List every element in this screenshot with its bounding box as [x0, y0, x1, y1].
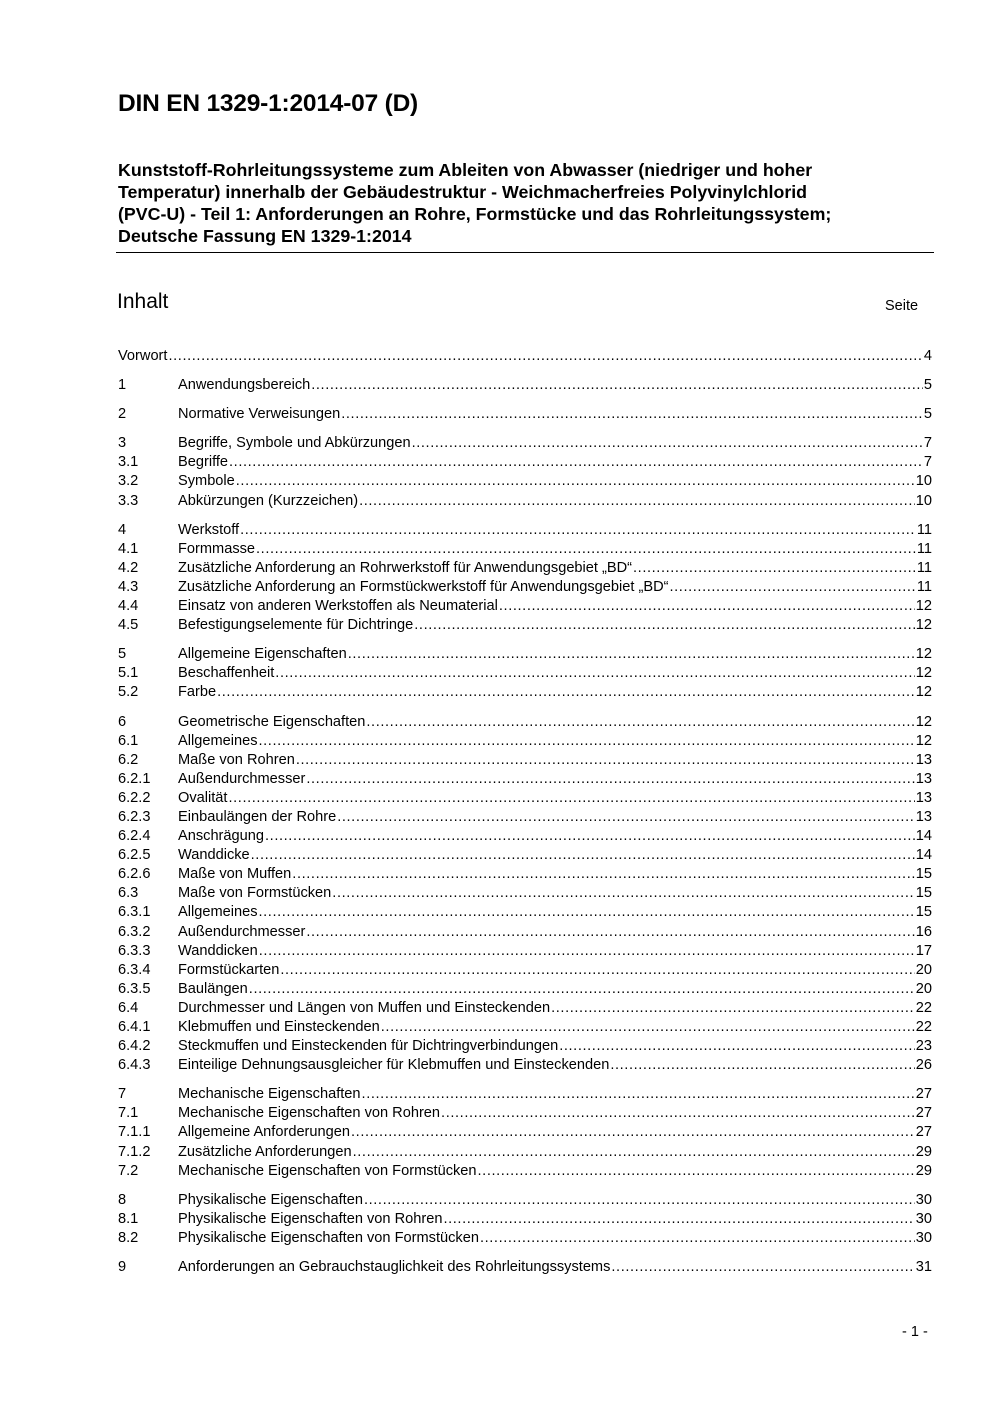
toc-entry-page[interactable]: 13	[915, 808, 932, 825]
toc-entry-number: 6.2.4	[118, 828, 151, 845]
toc-dot-leader	[366, 713, 914, 732]
toc-entry-title[interactable]: Anforderungen an Gebrauchstauglichkeit des Rohrleitungssystems	[178, 1259, 611, 1276]
toc-entry[interactable]	[118, 1123, 932, 1142]
toc-entry[interactable]	[118, 1258, 932, 1277]
toc-dot-leader	[217, 683, 915, 702]
toc-entry-number: 2	[118, 406, 127, 423]
toc-entry-number: 6.1	[118, 732, 139, 749]
toc-dot-leader	[480, 1229, 915, 1248]
toc-entry-number: 4.4	[118, 598, 139, 615]
toc-entry[interactable]	[118, 521, 932, 540]
toc-entry-title[interactable]: Werkstoff	[178, 521, 240, 538]
toc-entry-page[interactable]: 12	[915, 732, 932, 749]
toc-entry-number: 4.5	[118, 617, 139, 634]
toc-entry-page[interactable]: 11	[916, 540, 932, 557]
toc-entry-title[interactable]: Symbole	[178, 473, 235, 490]
toc-entry[interactable]	[118, 980, 932, 999]
toc-dot-leader	[332, 884, 914, 903]
toc-entry[interactable]	[118, 923, 932, 942]
toc-entry-page[interactable]: 13	[915, 770, 932, 787]
toc-entry[interactable]	[118, 808, 932, 827]
toc-entry[interactable]	[118, 1018, 932, 1037]
subtitle-line: Temperatur) innerhalb der Gebäudestruktur - Weichmacherfreies Polyvinylchlorid	[118, 182, 808, 202]
toc-entry-page[interactable]: 30	[915, 1210, 932, 1227]
toc-entry[interactable]	[118, 961, 932, 980]
toc-entry-number: 8.1	[118, 1210, 139, 1227]
toc-dot-leader	[251, 846, 915, 865]
toc-entry-title[interactable]: Zusätzliche Anforderung an Formstückwerkstoff für Anwendungsgebiet „BD“	[178, 578, 669, 595]
toc-dot-leader	[168, 347, 922, 366]
toc-entry-page[interactable]: 14	[915, 847, 932, 864]
toc-entry-number: 4	[118, 521, 127, 538]
page-number: - 1 -	[902, 1324, 928, 1340]
toc-dot-leader	[296, 751, 915, 770]
toc-entry-title[interactable]: Einsatz von anderen Werkstoffen als Neumaterial	[178, 598, 498, 615]
toc-entry-title[interactable]: Anschrägung	[178, 828, 265, 845]
toc-entry[interactable]	[118, 865, 932, 884]
toc-entry[interactable]	[118, 540, 932, 559]
toc-entry-page[interactable]: 11	[916, 559, 932, 576]
toc-entry-number: 6.3.4	[118, 961, 151, 978]
toc-entry-page[interactable]: 10	[915, 492, 932, 509]
toc-dot-leader	[499, 597, 915, 616]
toc-entry-page[interactable]: 26	[915, 1057, 932, 1074]
toc-entry-title[interactable]: Begriffe	[178, 454, 229, 471]
toc-entry-page[interactable]: 12	[915, 617, 932, 634]
toc-dot-leader	[611, 1258, 914, 1277]
toc-entry-title[interactable]: Wanddicke	[178, 847, 250, 864]
toc-entry[interactable]	[118, 1143, 932, 1162]
toc-dot-leader	[229, 453, 923, 472]
toc-entry-title[interactable]: Farbe	[178, 684, 217, 701]
toc-entry-number: 6.4	[118, 999, 139, 1016]
toc-dot-leader	[633, 559, 916, 578]
toc-entry-title[interactable]: Physikalische Eigenschaften von Rohren	[178, 1210, 443, 1227]
toc-entry-title[interactable]: Außendurchmesser	[178, 923, 306, 940]
toc-entry[interactable]	[118, 751, 932, 770]
toc-dot-leader	[280, 961, 914, 980]
toc-dot-leader	[359, 492, 915, 511]
toc-group	[118, 713, 932, 1076]
toc-entry-page[interactable]: 16	[915, 923, 932, 940]
toc-entry-number: 6.2	[118, 751, 139, 768]
toc-dot-leader	[478, 1162, 915, 1181]
toc-entry-page[interactable]: 12	[915, 684, 932, 701]
toc-entry-number: 6.4.2	[118, 1038, 151, 1055]
toc-entry-number: 6.2.2	[118, 789, 151, 806]
toc-entry-number: 6	[118, 713, 127, 730]
toc-group	[118, 434, 932, 510]
toc-entry-title[interactable]: Beschaffenheit	[178, 665, 275, 682]
toc-entry-number: 4.2	[118, 559, 139, 576]
toc-entry-title[interactable]: Vorwort	[118, 348, 168, 364]
toc-entry[interactable]	[118, 789, 932, 808]
toc-entry-title[interactable]: Physikalische Eigenschaften	[178, 1191, 363, 1208]
toc-entry-number: 6.2.6	[118, 866, 151, 883]
toc-entry[interactable]	[118, 1056, 932, 1075]
toc-entry[interactable]	[118, 472, 932, 491]
toc-entry-number: 3.1	[118, 454, 139, 471]
toc-entry[interactable]	[118, 645, 932, 664]
toc-entry-title[interactable]: Ovalität	[178, 789, 228, 806]
toc-entry-number: 7	[118, 1086, 127, 1103]
toc-entry[interactable]	[118, 770, 932, 789]
toc-entry-title[interactable]: Allgemeine Anforderungen	[178, 1124, 351, 1141]
table-of-contents	[118, 347, 932, 1287]
toc-entry[interactable]	[118, 884, 932, 903]
toc-entry-title[interactable]: Geometrische Eigenschaften	[178, 713, 366, 730]
toc-dot-leader	[362, 1085, 915, 1104]
toc-entry[interactable]	[118, 846, 932, 865]
toc-entry-title[interactable]: Allgemeines	[178, 904, 258, 921]
toc-entry-page[interactable]: 20	[915, 980, 932, 997]
toc-dot-leader	[412, 434, 923, 453]
toc-entry-title[interactable]: Allgemeines	[178, 732, 258, 749]
toc-entry[interactable]	[118, 713, 932, 732]
toc-entry-title[interactable]: Maße von Formstücken	[178, 885, 332, 902]
toc-entry[interactable]	[118, 732, 932, 751]
toc-entry-title[interactable]: Wanddicken	[178, 942, 258, 959]
toc-dot-leader	[249, 980, 915, 999]
toc-dot-leader	[259, 903, 915, 922]
subtitle-line: Kunststoff-Rohrleitungssysteme zum Ableiten von Abwasser (niedriger und hoher	[118, 160, 813, 180]
toc-dot-leader	[610, 1056, 914, 1075]
toc-entry-title[interactable]: Maße von Muffen	[178, 866, 292, 883]
toc-entry-title[interactable]: Physikalische Eigenschaften von Formstücken	[178, 1229, 479, 1246]
toc-entry-page[interactable]: 4	[923, 348, 932, 364]
toc-group	[118, 405, 932, 424]
toc-entry-number: 6.4.3	[118, 1057, 151, 1074]
toc-entry-page[interactable]: 7	[923, 454, 932, 471]
toc-entry-page[interactable]: 30	[915, 1229, 932, 1246]
toc-entry-title[interactable]: Mechanische Eigenschaften von Formstücken	[178, 1162, 477, 1179]
toc-group	[118, 645, 932, 702]
toc-entry-page[interactable]: 14	[915, 828, 932, 845]
toc-entry-number: 5	[118, 646, 127, 663]
toc-entry-page[interactable]: 13	[915, 751, 932, 768]
toc-dot-leader	[351, 1123, 915, 1142]
toc-entry-page[interactable]: 7	[923, 435, 932, 452]
toc-entry[interactable]	[118, 827, 932, 846]
toc-dot-leader	[240, 521, 916, 540]
toc-entry-number: 8	[118, 1191, 127, 1208]
toc-dot-leader	[337, 808, 915, 827]
toc-entry-title[interactable]: Anwendungsbereich	[178, 377, 311, 394]
toc-entry-page[interactable]: 12	[915, 665, 932, 682]
toc-entry-number: 6.2.3	[118, 808, 151, 825]
toc-group	[118, 1258, 932, 1277]
toc-entry-number: 8.2	[118, 1229, 139, 1246]
toc-dot-leader	[292, 865, 914, 884]
toc-entry-title[interactable]: Allgemeine Eigenschaften	[178, 646, 347, 663]
toc-entry-page[interactable]: 30	[915, 1191, 932, 1208]
toc-entry-page[interactable]: 12	[915, 598, 932, 615]
toc-entry-page[interactable]: 15	[915, 904, 932, 921]
toc-group	[118, 1085, 932, 1180]
toc-entry-page[interactable]: 11	[916, 578, 932, 595]
toc-group	[118, 1191, 932, 1248]
toc-entry[interactable]	[118, 453, 932, 472]
toc-entry[interactable]	[118, 664, 932, 683]
toc-dot-leader	[353, 1143, 915, 1162]
toc-group	[118, 376, 932, 395]
toc-entry-page[interactable]: 22	[915, 999, 932, 1016]
toc-entry-page[interactable]: 31	[915, 1259, 932, 1276]
toc-entry-number: 5.1	[118, 665, 139, 682]
toc-entry[interactable]	[118, 1229, 932, 1248]
toc-entry[interactable]	[118, 597, 932, 616]
toc-dot-leader	[559, 1037, 915, 1056]
toc-entry[interactable]	[118, 942, 932, 961]
toc-dot-leader	[443, 1210, 914, 1229]
toc-entry-page[interactable]: 12	[915, 713, 932, 730]
toc-entry[interactable]	[118, 999, 932, 1018]
toc-dot-leader	[414, 616, 915, 635]
toc-entry-number: 6.2.1	[118, 770, 151, 787]
toc-entry-page[interactable]: 15	[915, 866, 932, 883]
toc-entry[interactable]	[118, 1037, 932, 1056]
toc-entry-number: 3.3	[118, 492, 139, 509]
toc-dot-leader	[311, 376, 923, 395]
toc-entry-title[interactable]: Steckmuffen und Einsteckenden für Dichtringverbindungen	[178, 1038, 559, 1055]
toc-entry-title[interactable]: Formstückarten	[178, 961, 280, 978]
toc-dot-leader	[341, 405, 923, 424]
toc-entry-number: 5.2	[118, 684, 139, 701]
toc-dot-leader	[364, 1191, 915, 1210]
toc-entry[interactable]	[118, 1162, 932, 1181]
toc-entry-number: 7.1.1	[118, 1124, 151, 1141]
toc-entry-title[interactable]: Durchmesser und Längen von Muffen und Einsteckenden	[178, 999, 551, 1016]
toc-entry-page[interactable]: 13	[915, 789, 932, 806]
toc-entry-title[interactable]: Normative Verweisungen	[178, 406, 341, 423]
toc-dot-leader	[228, 789, 914, 808]
toc-entry-title[interactable]: Mechanische Eigenschaften	[178, 1086, 361, 1103]
toc-entry-number: 6.3.3	[118, 942, 151, 959]
toc-entry[interactable]	[118, 376, 932, 395]
toc-entry-page[interactable]: 11	[916, 521, 932, 538]
toc-dot-leader	[441, 1104, 915, 1123]
toc-entry-title[interactable]: Mechanische Eigenschaften von Rohren	[178, 1105, 441, 1122]
toc-group	[118, 347, 932, 366]
toc-dot-leader	[256, 540, 916, 559]
toc-dot-leader	[551, 999, 915, 1018]
toc-entry-number: 6.3.5	[118, 980, 151, 997]
toc-group	[118, 521, 932, 636]
subtitle-line: Deutsche Fassung EN 1329-1:2014	[118, 226, 412, 246]
toc-entry-title[interactable]: Abkürzungen (Kurzzeichen)	[178, 492, 359, 509]
toc-dot-leader	[259, 942, 915, 961]
toc-entry-page[interactable]: 27	[915, 1105, 932, 1122]
toc-dot-leader	[348, 645, 915, 664]
toc-entry[interactable]	[118, 1104, 932, 1123]
toc-dot-leader	[306, 923, 914, 942]
toc-entry-page[interactable]: 27	[915, 1086, 932, 1103]
toc-entry-page[interactable]: 5	[923, 377, 932, 394]
toc-entry-number: 4.3	[118, 578, 139, 595]
toc-entry-page[interactable]: 22	[915, 1019, 932, 1035]
toc-entry-title[interactable]: Formmasse	[178, 540, 256, 557]
toc-entry-title[interactable]: Außendurchmesser	[178, 770, 306, 787]
toc-entry-number: 7.2	[118, 1162, 139, 1179]
toc-entry-title[interactable]: Einbaulängen der Rohre	[178, 808, 337, 825]
toc-dot-leader	[306, 770, 914, 789]
toc-entry[interactable]	[118, 578, 932, 597]
toc-entry-number: 1	[118, 377, 127, 394]
toc-entry[interactable]	[118, 616, 932, 635]
toc-entry[interactable]	[118, 434, 932, 453]
toc-entry-page[interactable]: 15	[915, 885, 932, 902]
toc-entry[interactable]	[118, 347, 932, 366]
toc-entry-title[interactable]: Begriffe, Symbole und Abkürzungen	[178, 435, 411, 452]
toc-entry[interactable]	[118, 1085, 932, 1104]
toc-entry[interactable]	[118, 683, 932, 702]
toc-entry[interactable]	[118, 1191, 932, 1210]
toc-dot-leader	[670, 578, 916, 597]
toc-entry-page[interactable]: 12	[915, 646, 932, 663]
toc-dot-leader	[259, 732, 915, 751]
title-divider	[116, 252, 934, 253]
toc-entry-page[interactable]: 10	[915, 473, 932, 490]
toc-entry-page[interactable]: 5	[923, 406, 932, 423]
toc-entry-page[interactable]: 20	[915, 961, 932, 978]
toc-entry-page[interactable]: 27	[915, 1124, 932, 1141]
toc-entry-page[interactable]: 23	[915, 1038, 932, 1055]
toc-entry[interactable]	[118, 492, 932, 511]
toc-entry-number: 7.1.2	[118, 1143, 151, 1160]
toc-entry-number: 9	[118, 1259, 127, 1276]
toc-entry-title[interactable]: Befestigungselemente für Dichtringe	[178, 617, 414, 634]
toc-dot-leader	[275, 664, 914, 683]
toc-entry-number: 7.1	[118, 1105, 139, 1122]
toc-dot-leader	[265, 827, 915, 846]
toc-entry-number: 6.4.1	[118, 1019, 151, 1035]
toc-entry-number: 6.3.1	[118, 904, 151, 921]
toc-entry-number: 6.2.5	[118, 847, 151, 864]
page-title: DIN EN 1329-1:2014-07 (D)	[118, 90, 419, 117]
toc-entry[interactable]	[118, 559, 932, 578]
toc-entry-page[interactable]: 29	[915, 1143, 932, 1160]
toc-entry-title[interactable]: Zusätzliche Anforderungen	[178, 1143, 352, 1160]
toc-dot-leader	[236, 472, 915, 491]
toc-entry-title[interactable]: Zusätzliche Anforderung an Rohrwerkstoff für Anwendungsgebiet „BD“	[178, 559, 633, 576]
toc-heading: Inhalt	[117, 290, 169, 313]
toc-entry-number: 3.2	[118, 473, 139, 490]
subtitle-line: (PVC-U) - Teil 1: Anforderungen an Rohre, Formstücke und das Rohrleitungssystem;	[118, 204, 832, 224]
toc-entry-page[interactable]: 17	[915, 942, 932, 959]
toc-page-column-label: Seite	[885, 298, 919, 314]
toc-entry[interactable]	[118, 1210, 932, 1229]
toc-entry-number: 4.1	[118, 540, 139, 557]
toc-entry-number: 6.3.2	[118, 923, 151, 940]
toc-entry-title[interactable]: Einteilige Dehnungsausgleicher für Klebmuffen und Einsteckenden	[178, 1057, 610, 1074]
toc-entry-title[interactable]: Klebmuffen und Einsteckenden	[178, 1019, 380, 1035]
toc-entry[interactable]	[118, 903, 932, 922]
toc-entry[interactable]	[118, 405, 932, 424]
toc-dot-leader	[381, 1018, 915, 1037]
toc-entry-title[interactable]: Baulängen	[178, 980, 248, 997]
toc-entry-number: 6.3	[118, 885, 139, 902]
toc-entry-number: 3	[118, 435, 127, 452]
toc-entry-page[interactable]: 29	[915, 1162, 932, 1179]
document-subtitle	[118, 159, 938, 247]
toc-entry-title[interactable]: Maße von Rohren	[178, 751, 295, 768]
